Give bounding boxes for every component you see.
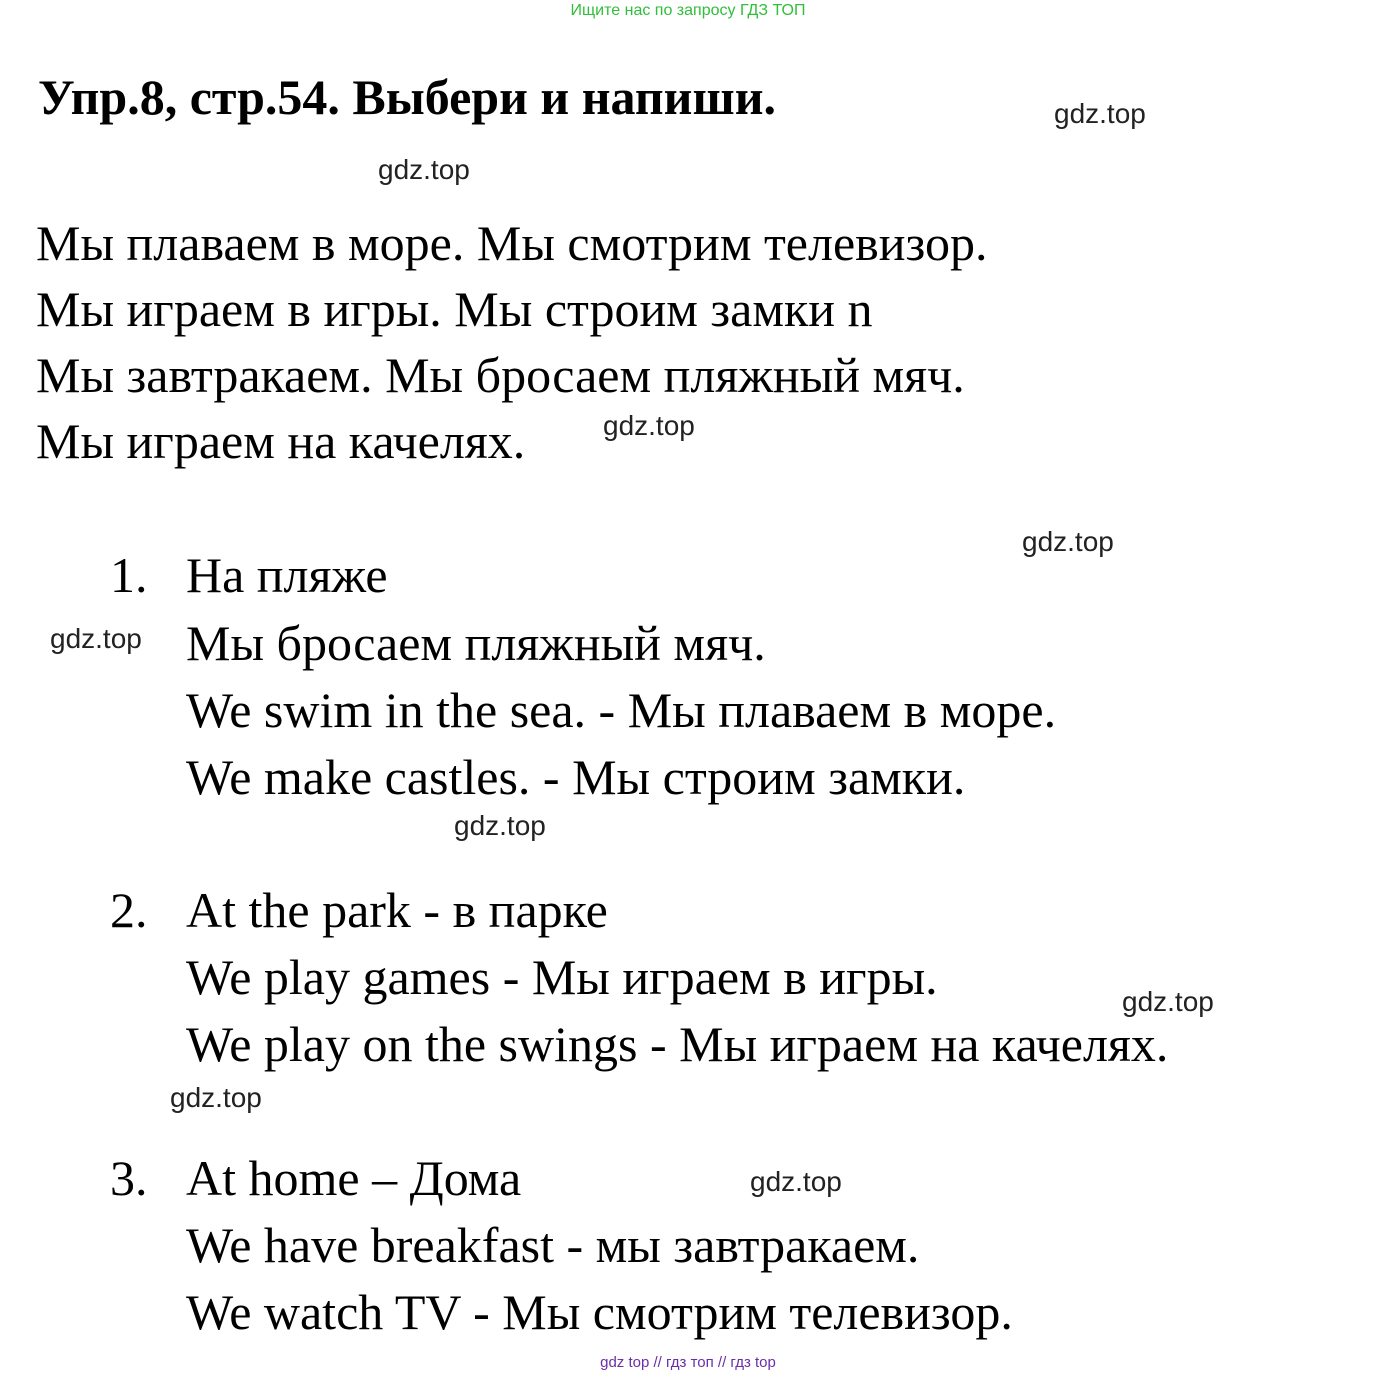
watermark: gdz.top — [1122, 986, 1214, 1017]
section-line: We watch TV - Мы смотрим телевизор. — [186, 1284, 1013, 1340]
watermark: gdz.top — [1054, 98, 1146, 129]
section-line: We play on the swings - Мы играем на качелях. — [186, 1016, 1169, 1072]
section-line: We swim in the sea. - Мы плаваем в море. — [186, 682, 1057, 738]
section-line: Мы бросаем пляжный мяч. — [186, 615, 766, 671]
section-number: 1. — [110, 547, 148, 603]
section-line: We make castles. - Мы строим замки. — [186, 749, 966, 805]
section-number: 3. — [110, 1150, 148, 1206]
watermark: gdz.top — [50, 623, 142, 654]
exercise-title: Упр.8, стр.54. Выбери и напиши. — [38, 69, 777, 125]
watermark: gdz.top — [1022, 526, 1114, 557]
watermark: gdz.top — [378, 154, 470, 185]
section-number: 2. — [110, 882, 148, 938]
translation-line: Мы завтракаем. Мы бросаем пляжный мяч. — [36, 347, 965, 403]
translation-line: Мы играем на качелях. — [36, 413, 526, 469]
section-heading: At home – Дома — [186, 1150, 522, 1206]
section-heading: At the park - в парке — [186, 882, 608, 938]
top-banner: Ищите нас по запросу ГДЗ ТОП — [570, 2, 806, 19]
watermark: gdz.top — [170, 1082, 262, 1113]
watermark: gdz.top — [750, 1166, 842, 1197]
section-line: We have breakfast - мы завтракаем. — [186, 1217, 920, 1273]
watermark: gdz.top — [603, 410, 695, 441]
watermark: gdz.top — [454, 810, 546, 841]
footer-watermark: gdz top // гдз топ // гдз top — [600, 1354, 776, 1371]
section-line: We play games - Мы играем в игры. — [186, 949, 938, 1005]
section-heading: На пляже — [186, 547, 388, 603]
translation-line: Мы плаваем в море. Мы смотрим телевизор. — [36, 215, 988, 271]
translation-line: Мы играем в игры. Мы строим замки n — [36, 281, 873, 337]
